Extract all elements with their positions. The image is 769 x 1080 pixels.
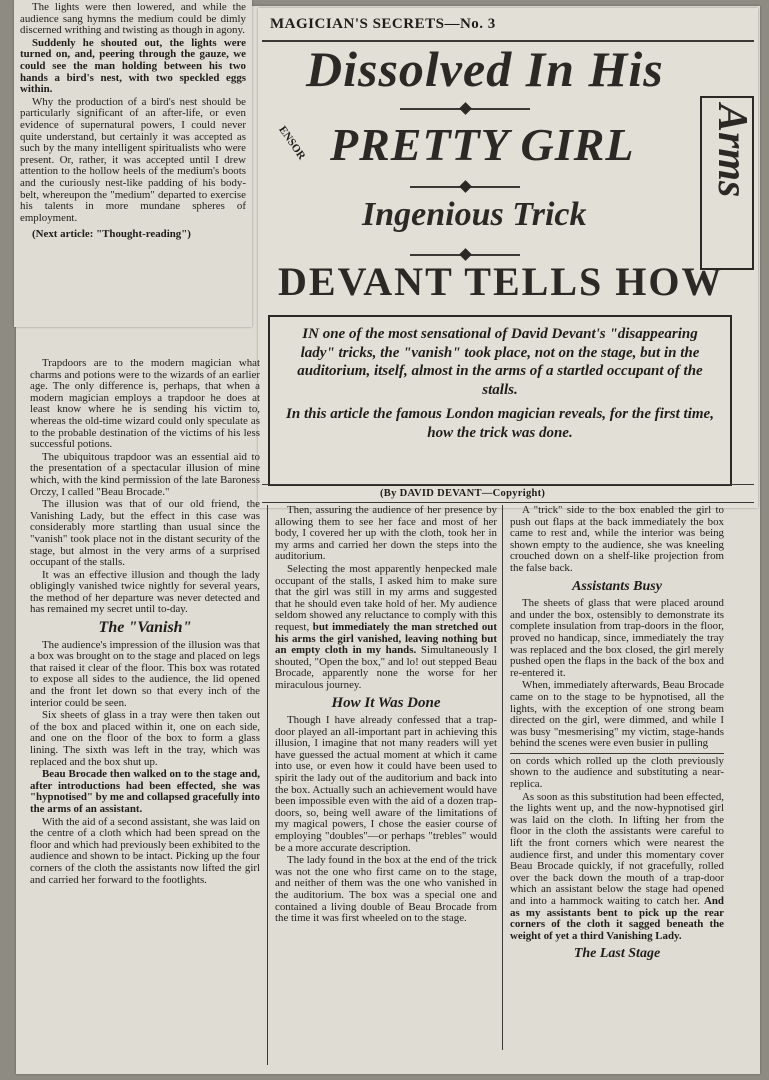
col3-paragraph-3: When, immediately afterwards, Beau Brocade came on to the stage to be hypnotised, all the lights, with the exception of one strong beam directed on the girl, were dimmed, and while I was busy "mesmerising" my victim, stage-hands behind the scenes were even busier in pulling — [510, 679, 724, 750]
headline-line-1: Dissolved In His — [306, 41, 664, 97]
col3-paragraph-4: on cords which rolled up the cloth previously shown to the audience and substituting a near-replica. — [510, 754, 724, 791]
subheading-how-it-was-done: How It Was Done — [331, 694, 441, 711]
col3-paragraph-2: The sheets of glass that were placed around and under the box, ostensibly to demonstrate its complete insulation from trap-doors in the floor, proved no handicap, since, immediately the tray was replaced and the box closed, the girl merely pushed open the flaps in the back of the box and re-entered it. — [510, 597, 724, 679]
col2-paragraph-2-text: Selecting the most apparently henpecked male occupant of the stalls, I asked him to make sure that the girl was still in my arms and suggested that he should even take hold of her. My audience seldom showed any reluctance to comply with this request, — [275, 562, 497, 633]
col2-paragraph-1: Then, assuring the audience of her presence by allowing them to see her face and most of her body, I covered her up with the cloth, took her in my arms and carried her down the steps into the auditorium. — [275, 505, 497, 563]
col2-paragraph-2 — [275, 564, 497, 692]
byline-rule-bottom — [262, 502, 754, 503]
byline-rule-top — [262, 484, 754, 485]
column-2 — [275, 505, 497, 1045]
previous-paragraph-3: Why the production of a bird's nest should be particularly significant of an after-life, or even evidence of supernatural powers, I could never quite understand, but certainly it was accepted as such by the many intelligent spiritualists who were present. Or, rather, it was accepted until I drew attention to the hollow heels of the medium's boots and the curiously nest-like padding of his body-belt, whereupon the "medium" departed to exercise his talents in more mundane spheres of employment. — [20, 95, 246, 224]
col2-paragraph-3: Though I have already confessed that a trap-door played an all-important part in achieving this illusion, I imagine that not many readers will yet have guessed the actual moment at which it came into use, or even how it could have been used to spirit the lady out of the auditorium and back into the box. Actually such an achievement would have been impossible even with the aid of a dozen trap-doors, so, being well aware of the limitations of my magical powers, I chose the easier course of employing "doubles"—or perhaps "trebles" would be a more accurate description. — [275, 714, 497, 854]
col1-paragraph-2: The ubiquitous trapdoor was an essential aid to the presentation of a spectacular illusion of mine which, with the kind permission of the late Baroness Orczy, I called "Beau Brocade." — [30, 450, 260, 498]
headline-side-box — [700, 96, 754, 270]
col3-paragraph-5 — [510, 792, 724, 943]
series-label: MAGICIAN'S SECRETS—No. 3 — [270, 16, 496, 32]
next-article-note: (Next article: "Thought-reading") — [32, 228, 191, 241]
column-rule-2 — [502, 505, 503, 1050]
previous-article-clipping — [14, 0, 252, 327]
col2-paragraph-4: The lady found in the box at the end of the trick was not the one who first came on to the stage, and neither of them was the one who vanished in the auditorium. The box was a special one and contained a living double of Beau Brocade from the time it was first wheeled on to the stage. — [275, 854, 497, 925]
headline-line-4: DEVANT TELLS HOW — [278, 259, 724, 304]
headline-line-2: PRETTY GIRL — [330, 119, 635, 170]
column-3-break — [510, 753, 724, 754]
col3-paragraph-1: A "trick" side to the box enabled the girl to push out flaps at the back immediately the box came to rest and, while the interior was being shown empty to the audience, she was kneeling crouched down on a shelf-like projection from the false back. — [510, 505, 724, 574]
subheading-the-last-stage: The Last Stage — [573, 946, 661, 962]
col1-paragraph-1: Trapdoors are to the modern magician what charms and potions were to the wizards of an earlier age. The only difference is, perhaps, that when a modern magician employs a trapdoor he does at least know where he is sending his victim to, whereas the old-time wizard could only speculate as to the probable destination of the victims of his less successful potions. — [30, 358, 260, 451]
byline: (By DAVID DEVANT—Copyright) — [380, 488, 546, 499]
col1-paragraph-3: The illusion was that of our old friend, the Vanishing Lady, but the effect in this case was considerably more startling than usual since the "vanish" took place not in the distant security of the stage, but almost in the very arms of a surprised occupant of the stalls. — [30, 498, 260, 569]
col2-paragraph-2-bold: but immediately the man stretched out his arms the girl vanished, leaving nothing but an empty cloth in my hands. — [275, 620, 497, 657]
column-3 — [510, 505, 724, 1060]
intro-paragraph-1: IN one of the most sensational of David Devant's "disappearing lady" tricks, the "vanish" took place, not on the stage, but in the auditorium, itself, almost in the arms of a startled occupant of the stalls. — [297, 326, 703, 398]
col2-paragraph-2-end: Simultaneously I shouted, "Open the box," and lo! out stepped Beau Brocade, apparently none the worse for her miraculous journey. — [275, 644, 497, 691]
intro-box — [268, 315, 732, 486]
col1-paragraph-5: The audience's impression of the illusion was that a box was brought on to the stage and placed on legs that raised it clear of the floor. This box was rotated to expose all sides to the audience, the lid opened and the front let down so that every inch of the interior could be seen. — [30, 638, 260, 709]
col3-paragraph-5-text: As soon as this substitution had been effected, the lights went up, and the now-hypnotised girl was laid on the cloth. In lifting her from the floor in the cloth the assistants were careful to lift the front corners which were nearest the audience first, and under this momentary cover Beau Brocade quickly, if not gracefully, rolled over the back down the mouth of a trap-door which an assistant below the stage had opened and into a hammock waiting to catch her. — [510, 790, 724, 907]
col1-paragraph-7: Beau Brocade then walked on to the stage and, after introductions had been effected, she was "hypnotised" by me and collapsed gracefully into the arms of an assistant. — [30, 768, 260, 815]
col1-paragraph-4: It was an effective illusion and though the lady obligingly vanished twice nightly for several years, the method of her departure was never detected and has remained my secret until to-day. — [30, 568, 260, 616]
column-1 — [30, 358, 260, 1068]
intro-paragraph-2: In this article the famous London magician reveals, for the first time, how the trick was done. — [286, 406, 714, 441]
subheading-the-vanish: The "Vanish" — [98, 619, 192, 637]
subheading-assistants-busy: Assistants Busy — [572, 578, 662, 594]
col1-paragraph-6: Six sheets of glass in a tray were then taken out of the box and placed within it, one on each side, and one on the floor of the box to form a glass lining. The sixth was left in the tray, which was replaced and the box shut up. — [30, 709, 260, 768]
illustrator-signature: ENSOR — [276, 124, 308, 162]
headline-side-word: Arms — [709, 104, 755, 198]
previous-article-text — [20, 2, 246, 324]
previous-paragraph-1: The lights were then lowered, and while the audience sang hymns the medium could be dimly discerned writhing and twisting as though in agony. — [20, 2, 246, 37]
col3-paragraph-5-bold: And as my assistants bent to pick up the rear corners of the cloth it sagged beneath the weight of yet a third Vanishing Lady. — [510, 895, 724, 942]
column-rule-1 — [267, 505, 268, 1065]
col1-paragraph-8: With the aid of a second assistant, she was laid on the centre of a cloth which had been spread on the floor and which had previously been exhibited to the audience and shown to be intact. Picking up the four corners of the cloth the assistants now lifted the girl and carried her forward to the footlights. — [30, 815, 260, 886]
headline-line-3: Ingenious Trick — [362, 196, 587, 233]
previous-paragraph-2: Suddenly he shouted out, the lights were turned on, and, peering through the gauze, we could see the man holding between his two hands a bird's nest, with two speckled eggs within. — [20, 36, 246, 96]
